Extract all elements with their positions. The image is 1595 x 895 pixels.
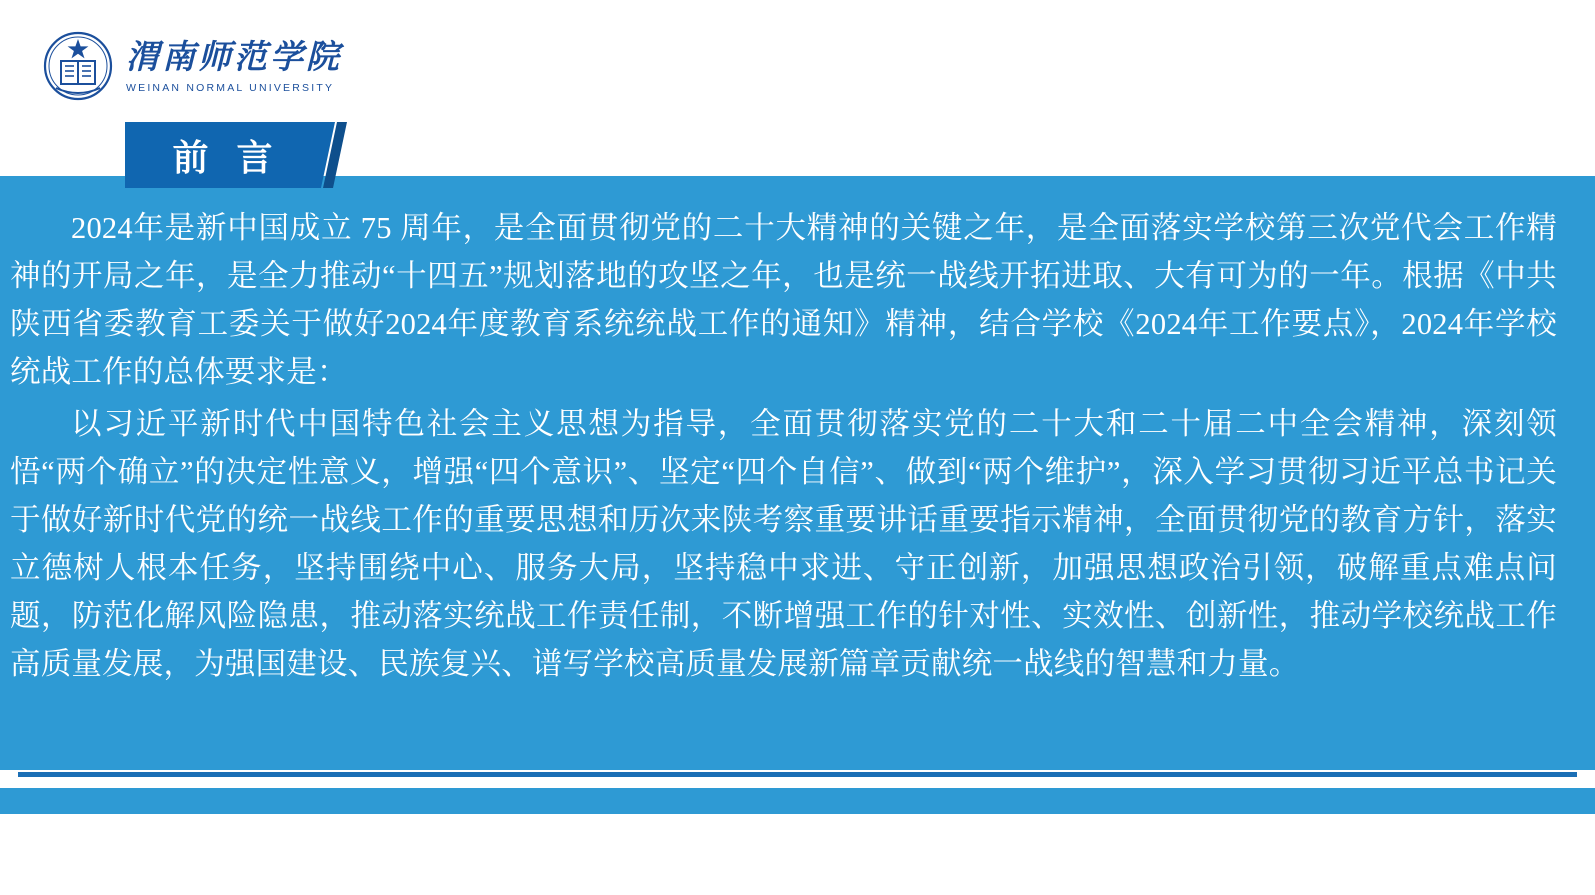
paragraph-2: 以习近平新时代中国特色社会主义思想为指导，全面贯彻落实党的二十大和二十届二中全会精神，深刻领悟“两个确立”的决定性意义，增强“四个意识”、坚定“四个自信”、做到“两个维护”，深入学习贯彻习近平总书记关于做好新时代党的统一战线工作的重要思想和历次来陕考察重要讲话重要指示精神，全面贯彻党的教育方针，落实立德树人根本任务，坚持围绕中心、服务大局，坚持稳中求进、守正创新，加强思想政治引领，破解重点难点问题，防范化解风险隐患，推动落实统战工作责任制，不断增强工作的针对性、实效性、创新性，推动学校统战工作高质量发展，为强国建设、民族复兴、谱写学校高质量发展新篇章贡献统一战线的智慧和力量。 [10, 407, 1557, 681]
paragraph-1: 2024年是新中国成立 75 周年，是全面贯彻党的二十大精神的关键之年，是全面落实学校第三次党代会工作精神的开局之年，是全力推动“十四五”规划落地的攻坚之年，也是统一战线开拓进取、大有可为的一年。根据《中共陕西省委教育工委关于做好2024年度教育系统统战工作的通知》精神，结合学校《2024年工作要点》，2024年学校统战工作的总体要求是： [10, 211, 1557, 389]
brand-name-en: WEINAN NORMAL UNIVERSITY [126, 82, 335, 95]
content-panel [0, 176, 1595, 770]
university-crest-icon [42, 30, 114, 102]
page-title: 前 言 [172, 136, 282, 178]
footer-band [0, 788, 1595, 814]
content-paragraphs [10, 204, 1557, 692]
brand-logo [42, 30, 342, 102]
footer-rule [18, 772, 1577, 777]
section-title-banner [125, 122, 347, 188]
brand-name-cn: 渭南师范学院 [126, 39, 342, 76]
brand-wordmark [126, 40, 342, 94]
